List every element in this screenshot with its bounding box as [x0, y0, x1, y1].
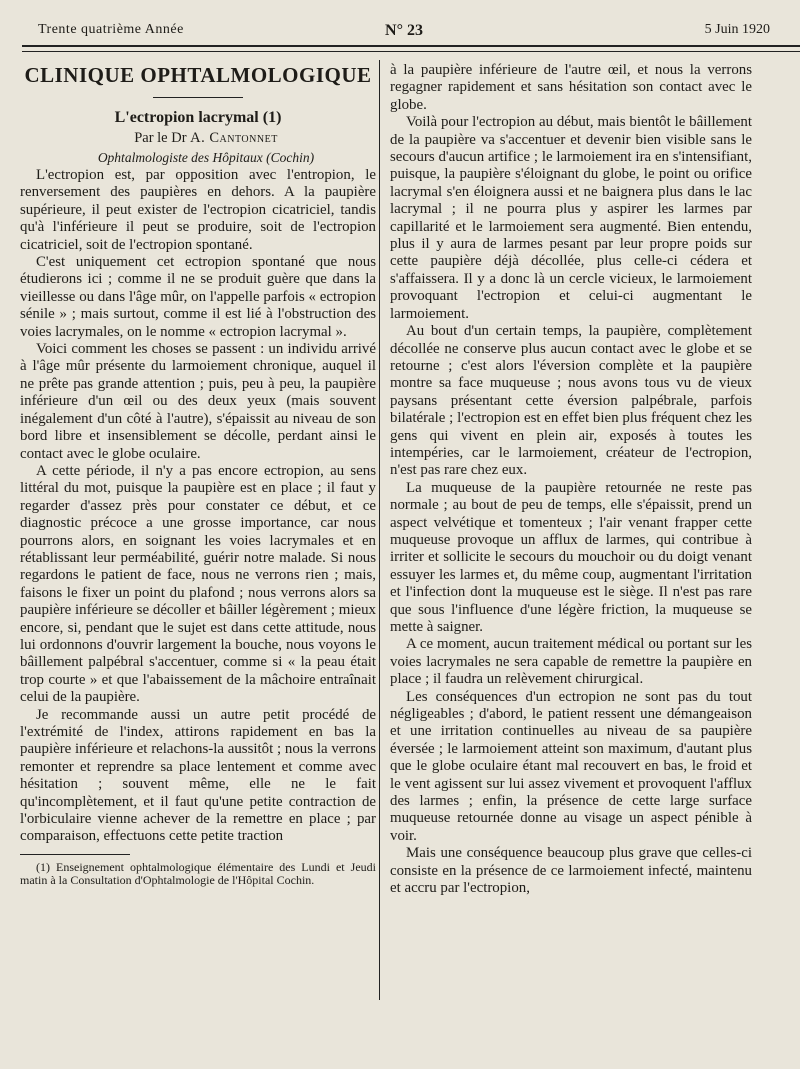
paragraph: C'est uniquement cet ectropion spontané que nous étudierons ici ; comme il ne se produit guère que dans la vieillesse ou dans l'âge mûr, on l'appelle parfois « ectropion sénile » ; mais surtout, comme il est lié à l'obstruction des voies lacrymales, on le nomme « ectropion lacrymal ».: [20, 254, 376, 340]
paragraph: Voilà pour l'ectropion au début, mais bientôt le bâillement de la paupière va s'accentuer et devenir bien visible sans le secours d'aucun artifice ; le larmoiement ira en s'intensifiant, puisque, la paupière s'éloignant du globe, le point ou orifice lacrymal s'en éloignera aussi et ne baignera plus dans le lac lacrymal ; il ne pourra plus y aspirer les larmes par capillarité et le larmoiement sera augmenté. Bien entendu, plus il y aura de larmes pesant par leur propre poids sur cette paupière déjà décollée, plus celle-ci cédera et s'affaissera. Il y a donc là un cercle vicieux, le larmoiement provoquant l'ectropion et celui-ci augmentant le larmoiement.: [390, 114, 752, 322]
paragraph: Mais une conséquence beaucoup plus grave que celles-ci consiste en la présence de ce larmoiement infecté, maintenu et accru par l'ectropion,: [390, 845, 752, 897]
paragraph: A cette période, il n'y a pas encore ectropion, au sens littéral du mot, puisque la paupière est en place ; il faut y regarder d'assez près pour constater ce début, et ce diagnostic précoce a une grosse importance, car nous pourrons alors, en soignant les voies lacrymales et en rétablissant leur perméabilité, guérir notre malade. Si nous regardons le patient de face, nous ne verrons rien ; mais, faisons le fixer un point du plafond ; nous verrons alors sa paupière inférieure se décoller et bâiller légèrement ; mieux encore, si, pendant que le sujet est dans cette attitude, nous lui ordonnons d'ouvrir largement la bouche, nous voyons le bâillement palpébral s'accentuer, comme si « la peau était trop courte » et que l'abaissement de la mâchoire entraînait celui de la paupière.: [20, 462, 376, 706]
running-header: [38, 22, 770, 42]
left-column: [20, 62, 376, 888]
issue-number: N° 23: [385, 22, 423, 39]
footnote-rule: [20, 854, 130, 855]
paragraph: La muqueuse de la paupière retournée ne reste pas normale ; au bout de peu de temps, elle s'épaissit, prend un aspect velvétique et tomenteux ; l'air venant frapper cette muqueuse provoque un afflux de larmes, qui contribue à irriter et sollicite le secours du mouchoir ou du doigt venant essuyer les larmes et, du même coup, augmentant l'irritation et l'infection dont la muqueuse est le siège. Il n'est pas rare que sous l'influence d'une légère friction, la muqueuse se mette à saigner.: [390, 479, 752, 635]
author-name: A. Cantonnet: [190, 130, 278, 146]
byline: [20, 128, 376, 148]
author-affiliation: Ophtalmologiste des Hôpitaux (Cochin): [97, 150, 315, 165]
paragraph: A ce moment, aucun traitement médical ou portant sur les voies lacrymales ne sera capable de remettre la paupière en place ; il faudra un relèvement chirurgical.: [390, 636, 752, 688]
paragraph: à la paupière inférieure de l'autre œil, et nous la verrons regagner rapidement et sans hésitation son contact avec le globe.: [390, 62, 752, 113]
issue-date: 5 Juin 1920: [704, 22, 770, 37]
author-prefix: Par le Dr: [134, 130, 187, 146]
article-title: L'ectropion lacrymal (1): [114, 109, 282, 126]
right-column: [390, 62, 752, 898]
footnote: (1) Enseignement ophtalmologique élémentaire des Lundi et Jeudi matin à la Consultation d'Ophtalmologie de l'Hôpital Cochin.: [20, 859, 376, 888]
section-title: CLINIQUE OPHTALMOLOGIQUE: [24, 63, 372, 87]
volume-label: Trente quatrième Année: [38, 22, 184, 37]
column-divider: [379, 60, 380, 1000]
paragraph: Les conséquences d'un ectropion ne sont pas du tout négligeables ; d'abord, le patient ressent une démangeaison et une irritation continuelles au niveau de sa paupière éversée ; le larmoiement atteint son maximum, d'autant plus que le globe oculaire étant mal recouvert en bas, le froid et le vent agissent sur lui assez vivement et provoquent l'afflux des larmes ; enfin, la présence de cette large surface muqueuse retournée donne au visage un aspect pénible à voir.: [390, 688, 752, 844]
paragraph: Voici comment les choses se passent : un individu arrivé à l'âge mûr présente du larmoiement chronique, auquel il ne prête pas grande attention ; puis, peu à peu, la paupière inférieure d'un œil ou des deux yeux (mais souvent inégalement d'un côté à l'autre), s'épaissit au niveau de son bord libre et insensiblement se décolle, perdant ainsi le contact avec le globe oculaire.: [20, 341, 376, 462]
paragraph: Au bout d'un certain temps, la paupière, complètement décollée ne conserve plus aucun contact avec le globe et se retourne ; c'est alors l'éversion complète et la paupière montre sa face muqueuse ; nous avons tous vu de vieux paysans présentant cette éversion palpébrale, parfois bilatérale ; l'ectropion est en effet bien plus fréquent chez les gens qui vivent en plein air, exposés à toutes les intempéries, car le larmoiement, créateur de l'ectropion, n'est pas rare chez eux.: [390, 323, 752, 479]
header-rule: [22, 45, 800, 52]
paragraph: L'ectropion est, par opposition avec l'entropion, le renversement des paupières en dehors. A la paupière supérieure, il peut exister de l'ectropion cicatriciel, tandis qu'à l'inférieure il peut se produire, soit de l'ectropion cicatriciel, soit de l'ectropion spontané.: [20, 167, 376, 253]
paragraph: Je recommande aussi un autre petit procédé de l'extrémité de l'index, attirons rapidement en bas la paupière inférieure et relachons-la aussitôt ; nous la verrons remonter et reprendre sa place lentement et comme avec hésitation ; souvent même, elle ne le fait qu'incomplètement, et il faut qu'une petite contraction de l'orbiculaire vienne achever de la remettre en place ; par comparaison, effectuons cette petite traction: [20, 706, 376, 845]
title-rule: [153, 97, 243, 98]
